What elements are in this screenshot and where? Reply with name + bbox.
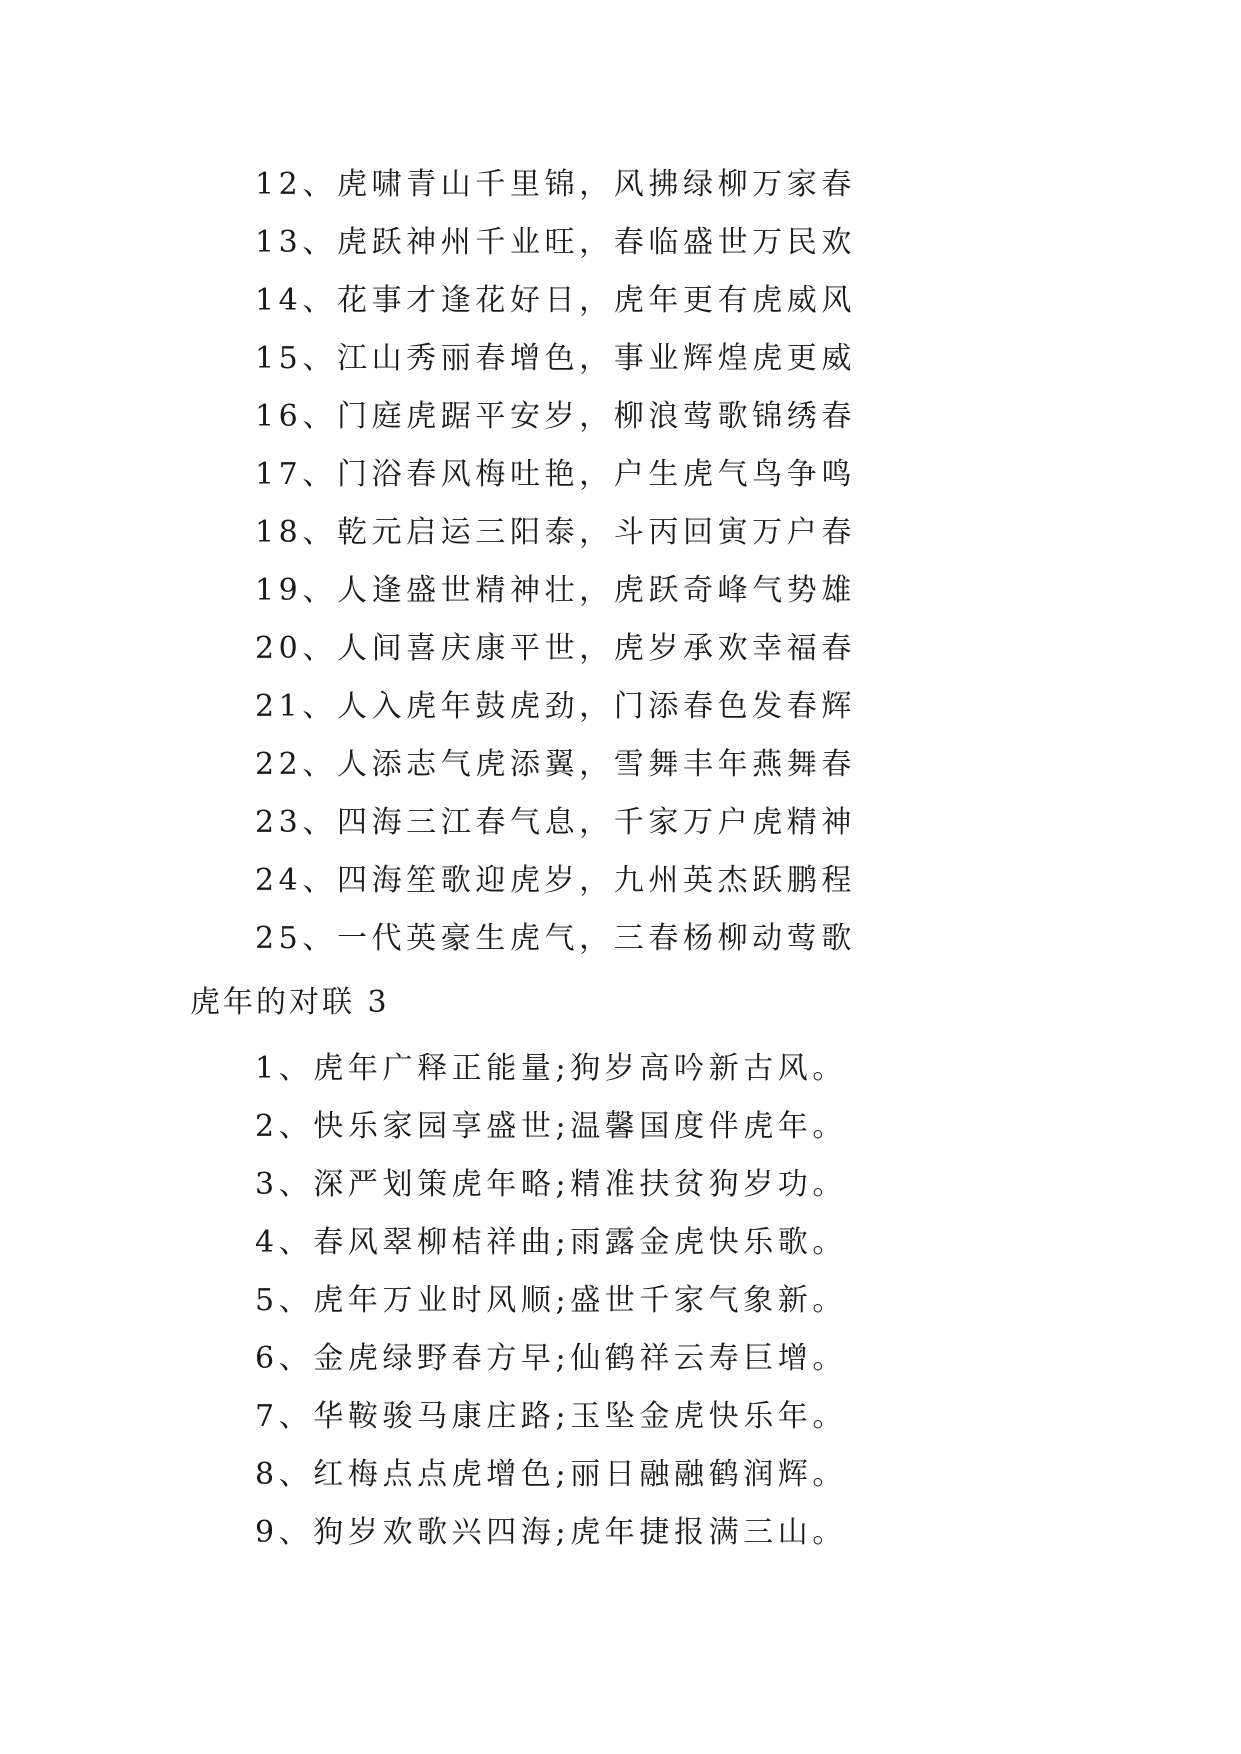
list-item: 25、一代英豪生虎气，三春杨柳动莺歌 [255, 921, 856, 956]
list-item: 7、华鞍骏马康庄路;玉坠金虎快乐年。 [255, 1399, 847, 1434]
list-item: 2、快乐家园享盛世;温馨国度伴虎年。 [255, 1109, 847, 1144]
list-item: 17、门浴春风梅吐艳，户生虎气鸟争鸣 [255, 457, 856, 492]
section-heading: 虎年的对联 3 [190, 985, 390, 1020]
list-item: 16、门庭虎踞平安岁，柳浪莺歌锦绣春 [255, 399, 856, 434]
list-item: 8、红梅点点虎增色;丽日融融鹤润辉。 [255, 1457, 847, 1492]
list-item: 13、虎跃神州千业旺，春临盛世万民欢 [255, 225, 856, 260]
list-item: 12、虎啸青山千里锦，风拂绿柳万家春 [255, 167, 856, 202]
list-item: 6、金虎绿野春方早;仙鹤祥云寿巨增。 [255, 1341, 847, 1376]
list-item: 23、四海三江春气息，千家万户虎精神 [255, 805, 856, 840]
list-item: 4、春风翠柳桔祥曲;雨露金虎快乐歌。 [255, 1225, 847, 1260]
list-item: 3、深严划策虎年略;精准扶贫狗岁功。 [255, 1167, 847, 1202]
list-item: 21、人入虎年鼓虎劲，门添春色发春辉 [255, 689, 856, 724]
list-item: 14、花事才逢花好日，虎年更有虎威风 [255, 283, 856, 318]
list-item: 1、虎年广释正能量;狗岁高吟新古风。 [255, 1051, 847, 1086]
list-item: 20、人间喜庆康平世，虎岁承欢幸福春 [255, 631, 856, 666]
list-item: 19、人逢盛世精神壮，虎跃奇峰气势雄 [255, 573, 856, 608]
list-item: 18、乾元启运三阳泰，斗丙回寅万户春 [255, 515, 856, 550]
list-item: 22、人添志气虎添翼，雪舞丰年燕舞春 [255, 747, 856, 782]
couplet-list-section-3 [0, 1040, 1241, 1562]
list-item: 5、虎年万业时风顺;盛世千家气象新。 [255, 1283, 847, 1318]
list-item: 15、江山秀丽春增色，事业辉煌虎更威 [255, 341, 856, 376]
list-item: 24、四海笙歌迎虎岁，九州英杰跃鹏程 [255, 863, 856, 898]
list-item: 9、狗岁欢歌兴四海;虎年捷报满三山。 [255, 1515, 847, 1550]
couplet-list-continued [0, 156, 1241, 968]
